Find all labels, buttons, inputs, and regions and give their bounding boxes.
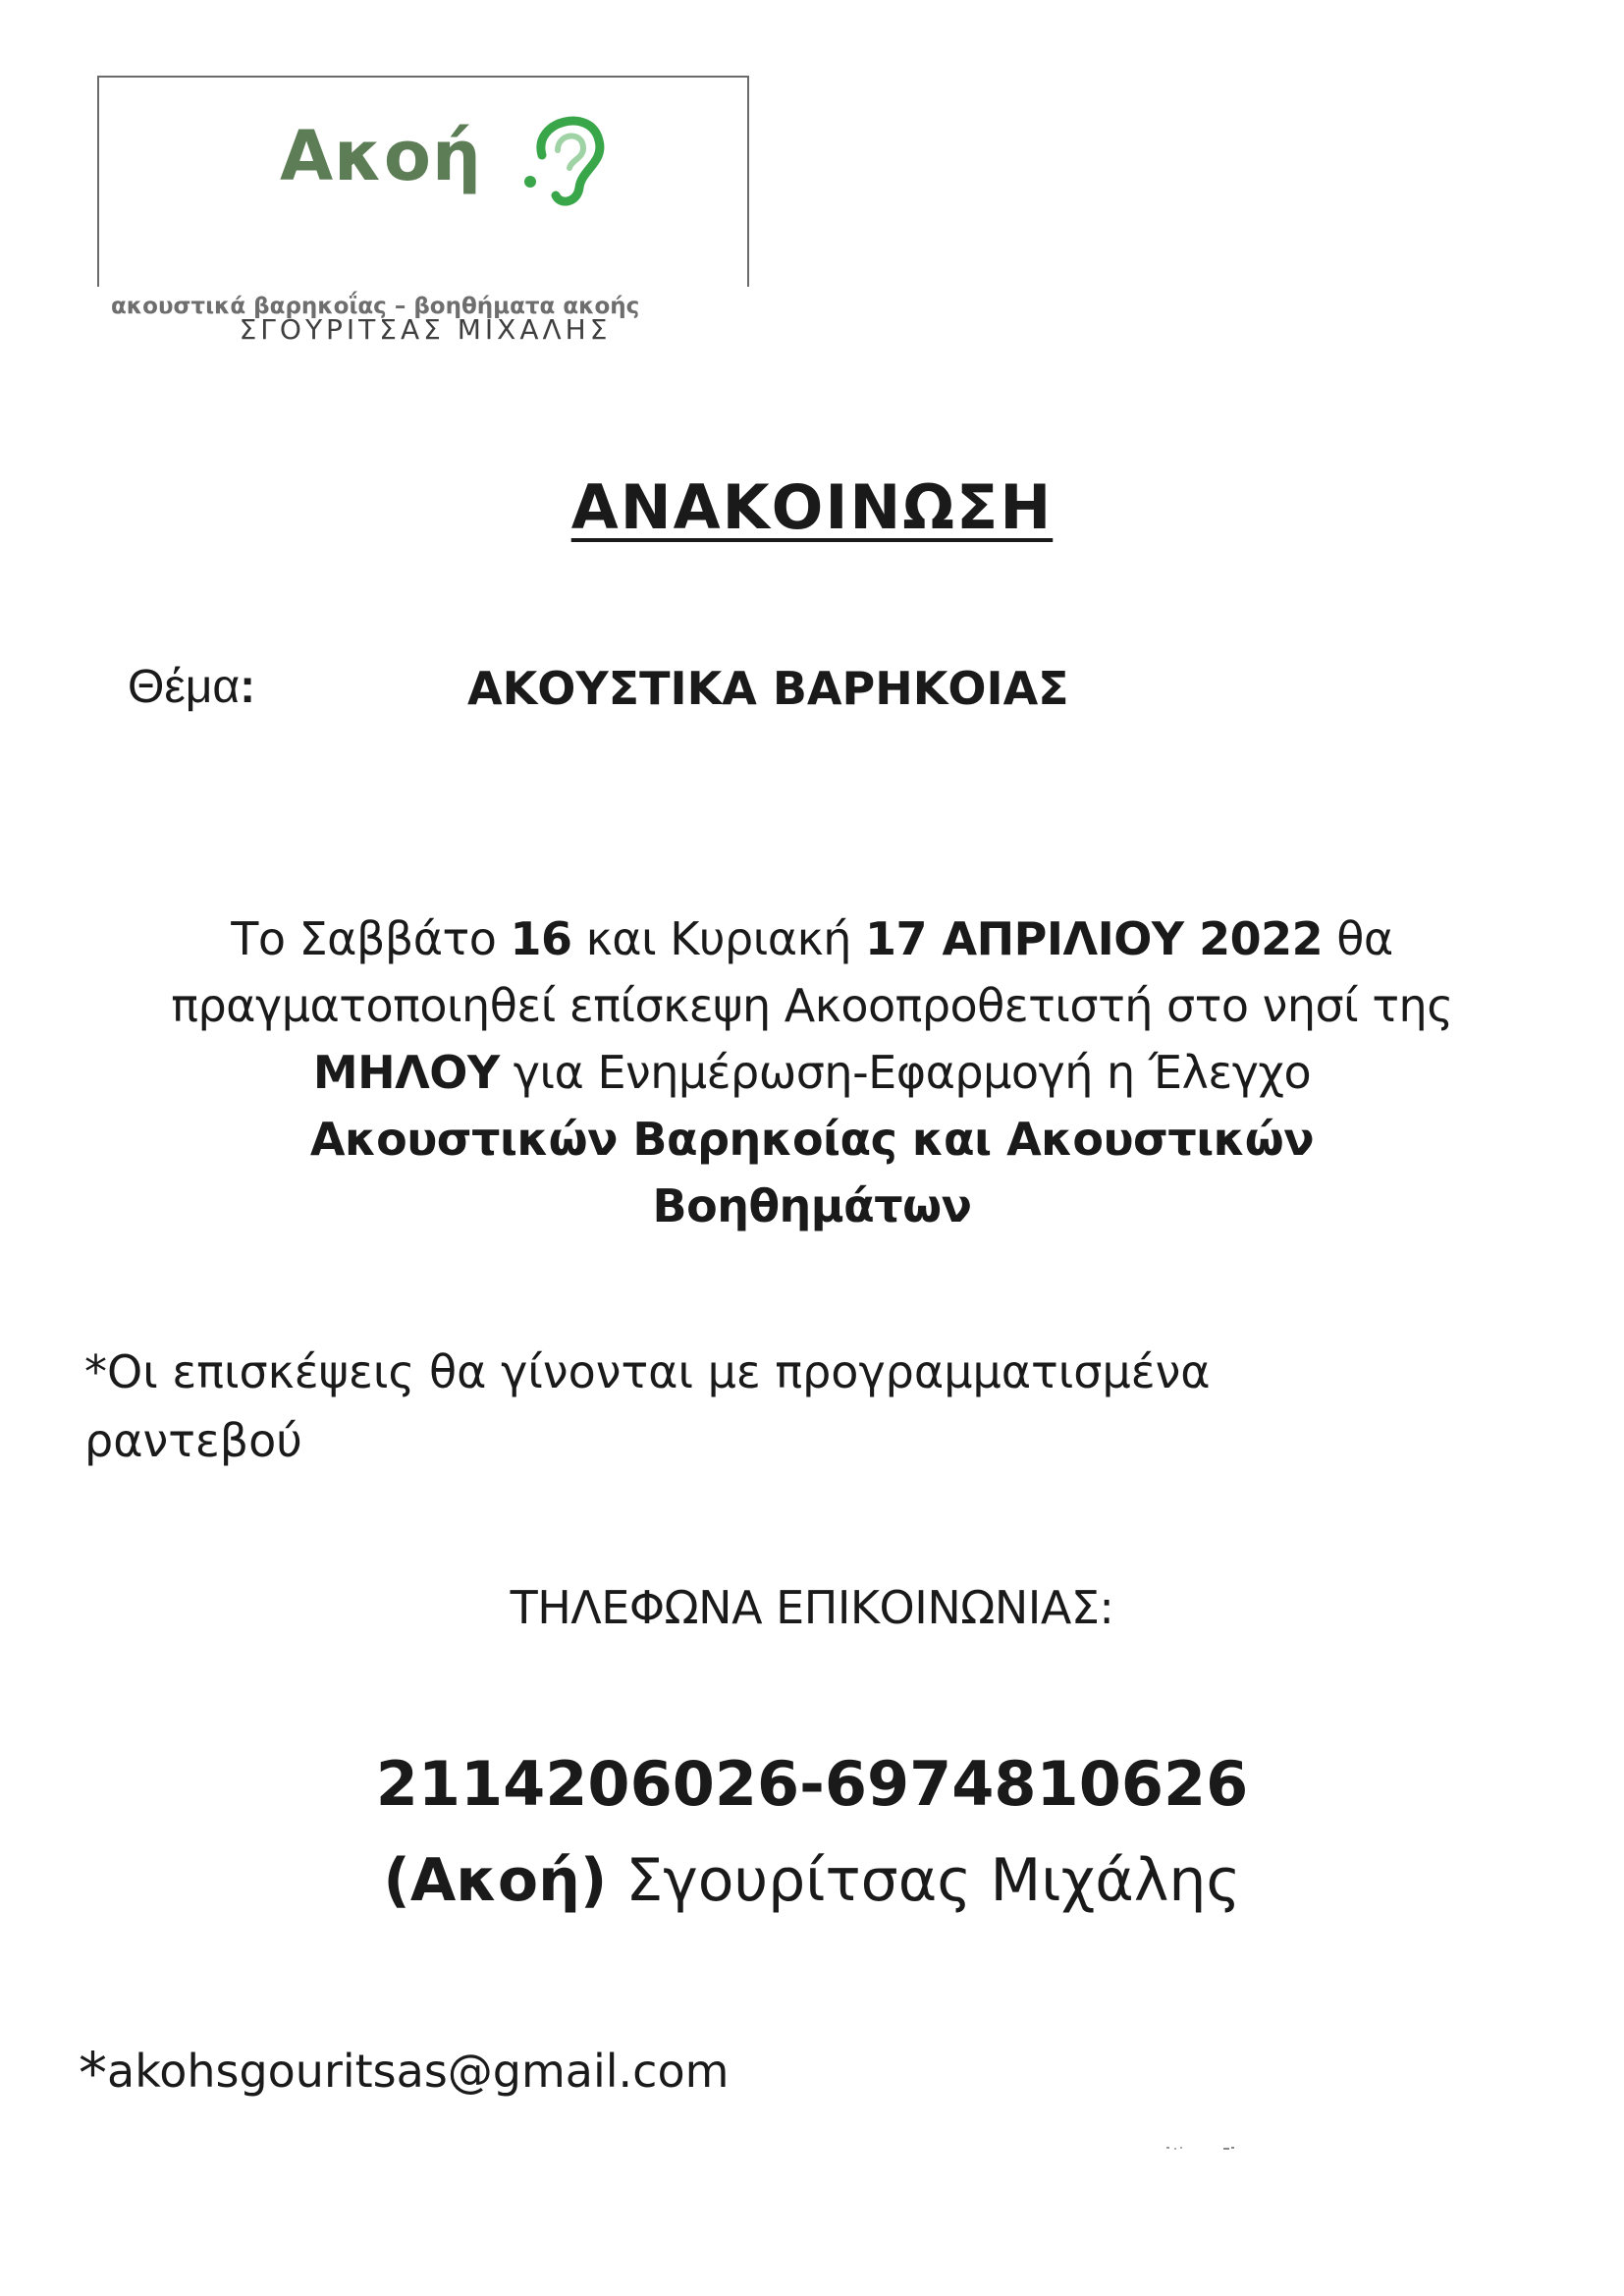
page-title [0,471,1624,543]
owner-name: ΣΓΟΥΡΙΤΣΑΣ ΜΙΧΑΛΗΣ [239,313,612,346]
body-date-16: 16 [510,912,572,965]
phones-label: ΤΗΛΕΦΩΝΑ ΕΠΙΚΟΙΝΩΝΙΑΣ: [510,1581,1114,1634]
announcement-body [0,905,1624,1239]
body-l3-b: για Ενημέρωση-Εφαρμογή η Έλεγχο [499,1046,1312,1099]
phone-numbers: 2114206026-6974810626 [375,1748,1249,1820]
body-l1-e: θα [1323,912,1393,965]
appointment-note [84,1338,1211,1475]
body-l1-c: και Κυριακή [571,912,866,965]
brand-logo-text: Ακοή [280,116,482,196]
body-line-3 [0,1039,1624,1106]
scan-specks [1159,2139,1257,2159]
ear-icon [522,101,611,209]
signature-brand: (Ακοή) [383,1846,608,1915]
body-l1-a: Το Σαββάτο [231,912,511,965]
body-line-4 [0,1106,1624,1173]
body-line-2: πραγματοποιηθεί επίσκεψη Ακοοπροθετιστή στο νησί της [171,979,1453,1032]
body-island: ΜΗΛΟΥ [312,1046,500,1099]
subject-value: ΑΚΟΥΣΤΙΚΑ ΒΑΡΗΚΟΙΑΣ [467,662,1069,715]
email-star: * [79,2040,107,2106]
body-date-17: 17 ΑΠΡΙΛΙΟΥ 2022 [865,912,1324,965]
subject-label-text: Θέμα [128,661,241,713]
note-star: * [84,1345,107,1398]
body-l4: Ακουστικών Βαρηκοίας και Ακουστικών [309,1113,1315,1166]
note-line-2: ραντεβού [84,1414,302,1467]
signature [0,1846,1624,1915]
note-line-1 [84,1338,1211,1406]
email-address: akohsgouritsas@gmail.com [107,2045,730,2098]
email [79,2040,730,2106]
body-line-1 [0,905,1624,972]
signature-name: Σγουρίτσας Μιχάλης [607,1846,1241,1915]
letterhead-tagline: ακουστικά βαρηκοΐας – βοηθήματα ακοής [111,294,640,319]
subject-label [128,660,255,714]
body-l5: Βοηθημάτων [652,1179,972,1232]
page-title-text: ΑΝΑΚΟΙΝΩΣΗ [570,471,1054,543]
note-line-1-text: Οι επισκέψεις θα γίνονται με προγραμματισμένα [107,1345,1211,1398]
subject-colon: : [240,661,256,713]
body-line-5 [0,1173,1624,1239]
